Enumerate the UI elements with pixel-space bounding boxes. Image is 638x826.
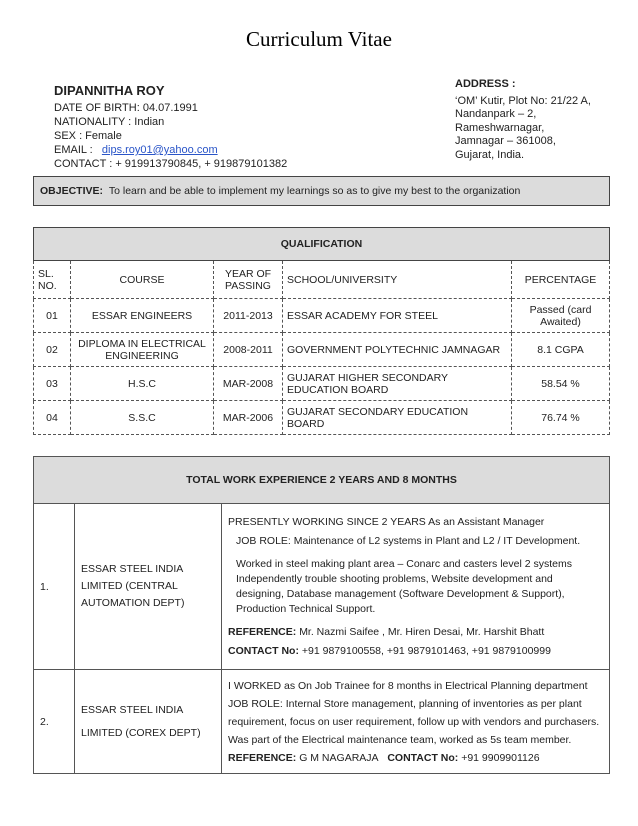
contact-text: +91 9909901126 xyxy=(461,751,540,764)
table-cell: GUJARAT HIGHER SECONDARY EDUCATION BOARD xyxy=(283,367,512,401)
company-line: LIMITED (CENTRAL xyxy=(81,580,178,592)
objective-text: To learn and be able to implement my learnings so as to give my best to the organization xyxy=(108,185,521,197)
qualification-table xyxy=(33,227,610,435)
company-line: ESSAR STEEL INDIA xyxy=(81,703,184,716)
address-line: Gujarat, India. xyxy=(455,148,525,161)
reference-label: REFERENCE: xyxy=(228,625,297,638)
job-contact xyxy=(228,644,603,659)
address-label: ADDRESS : xyxy=(455,78,516,90)
table-cell: GUJARAT SECONDARY EDUCATION BOARD xyxy=(283,401,512,435)
table-row xyxy=(34,299,610,333)
qualification-heading: QUALIFICATION xyxy=(34,228,610,261)
contact-text: +91 9879100558, +91 9879101463, +91 9879100999 xyxy=(301,644,551,657)
reference-text: Mr. Nazmi Saifee , Mr. Hiren Desai, Mr. Harshit Bhatt xyxy=(299,625,545,638)
job-company xyxy=(75,504,222,670)
job-number: 1. xyxy=(34,504,75,670)
candidate-name: DIPANNITHA ROY xyxy=(54,83,165,98)
job-company xyxy=(75,670,222,774)
address-block xyxy=(455,78,615,162)
email-label: EMAIL : xyxy=(54,144,93,156)
reference-label: REFERENCE: xyxy=(228,751,297,764)
job-reference xyxy=(228,625,603,640)
company-line: LIMITED (COREX DEPT) xyxy=(81,726,201,739)
table-cell: MAR-2006 xyxy=(214,401,283,435)
table-row xyxy=(34,333,610,367)
work-experience-heading: TOTAL WORK EXPERIENCE 2 YEARS AND 8 MONTHS xyxy=(34,457,610,504)
work-experience-table xyxy=(33,456,610,774)
table-cell: GOVERNMENT POLYTECHNIC JAMNAGAR xyxy=(283,333,512,367)
job-intro: I WORKED as On Job Trainee for 8 months in Electrical Planning department xyxy=(228,679,588,692)
company-line: AUTOMATION DEPT) xyxy=(81,597,185,609)
nationality: NATIONALITY : Indian xyxy=(54,116,165,128)
contact-label: CONTACT No: xyxy=(387,751,459,764)
table-cell: 01 xyxy=(34,299,71,333)
column-header: SL. NO. xyxy=(34,261,71,299)
table-cell: H.S.C xyxy=(71,367,214,401)
job-details xyxy=(222,504,610,670)
table-cell: 02 xyxy=(34,333,71,367)
job-details xyxy=(222,670,610,774)
address-line: Rameshwarnagar, xyxy=(455,121,545,134)
table-row xyxy=(34,401,610,435)
objective-box xyxy=(33,176,610,206)
column-header: PERCENTAGE xyxy=(512,261,610,299)
job-role: JOB ROLE: Internal Store management, planning of inventories as per plant requirement, focus on user requirement, follow up with vendors and purchasers. xyxy=(228,697,600,728)
job-row xyxy=(34,504,610,670)
job-intro: PRESENTLY WORKING SINCE 2 YEARS As an Assistant Manager xyxy=(228,515,545,528)
table-cell: 03 xyxy=(34,367,71,401)
table-cell: ESSAR ENGINEERS xyxy=(71,299,214,333)
sex: SEX : Female xyxy=(54,130,122,142)
table-cell: S.S.C xyxy=(71,401,214,435)
email-link[interactable]: dips.roy01@yahoo.com xyxy=(101,144,218,156)
company-line: ESSAR STEEL INDIA xyxy=(81,563,184,575)
column-header: COURSE xyxy=(71,261,214,299)
table-cell: 76.74 % xyxy=(512,401,610,435)
address-line: Jamnagar – 361008, xyxy=(455,135,556,147)
objective-label: OBJECTIVE: xyxy=(40,185,104,197)
table-cell: 04 xyxy=(34,401,71,435)
table-cell: 8.1 CGPA xyxy=(512,333,610,367)
table-cell: DIPLOMA IN ELECTRICAL ENGINEERING xyxy=(71,333,214,367)
job-number: 2. xyxy=(34,670,75,774)
email-row xyxy=(54,143,287,157)
table-cell: 58.54 % xyxy=(512,367,610,401)
page-title: Curriculum Vitae xyxy=(246,27,392,51)
table-row xyxy=(34,367,610,401)
column-header: YEAR OF PASSING xyxy=(214,261,283,299)
address-line: ‘OM’ Kutir, Plot No: 21/22 A, xyxy=(455,94,591,107)
table-cell: MAR-2008 xyxy=(214,367,283,401)
date-of-birth: DATE OF BIRTH: 04.07.1991 xyxy=(54,102,198,114)
job-reference xyxy=(228,749,603,767)
job-detail: Was part of the Electrical maintenance team, worked as 5s team member. xyxy=(228,733,572,746)
contact-label: CONTACT No: xyxy=(228,644,299,657)
table-cell: 2011-2013 xyxy=(214,299,283,333)
reference-text: G M NAGARAJA xyxy=(299,751,379,764)
job-role: JOB ROLE: Maintenance of L2 systems in Plant and L2 / IT Development. xyxy=(236,534,581,547)
column-header: SCHOOL/UNIVERSITY xyxy=(283,261,512,299)
address-line: Nandanpark – 2, xyxy=(455,108,537,120)
personal-details xyxy=(54,84,287,171)
table-cell: Passed (card Awaited) xyxy=(512,299,610,333)
table-cell: 2008-2011 xyxy=(214,333,283,367)
contact-numbers: CONTACT : + 919913790845, + 919879101382 xyxy=(54,158,288,170)
job-detail: Worked in steel making plant area – Conarc and casters level 2 systems Independently trouble shooting problems, Website development and designing, Database management (Software Development & Support), Production Technical Support. xyxy=(236,557,572,615)
table-cell: ESSAR ACADEMY FOR STEEL xyxy=(283,299,512,333)
job-row xyxy=(34,670,610,774)
